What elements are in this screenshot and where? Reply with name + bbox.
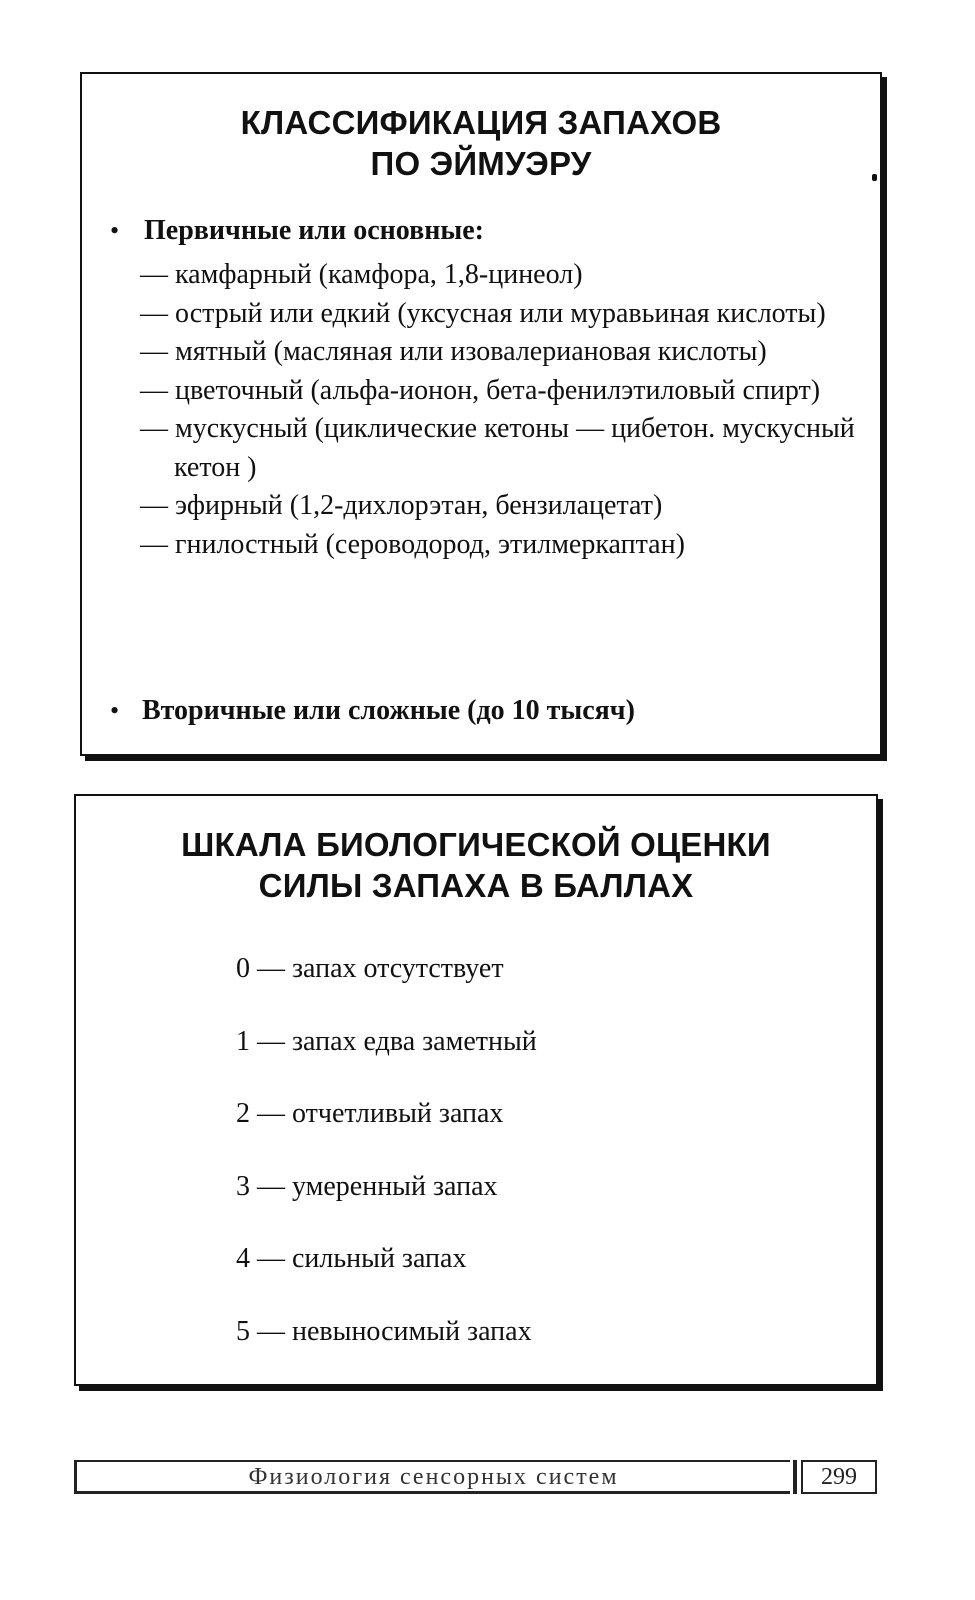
list-item: — мятный (масляная или изовалериановая кислоты)	[140, 336, 767, 367]
odor-scale-list	[236, 950, 537, 1385]
scale-item: 0 — запах отсутствует	[236, 953, 504, 984]
scale-title-line2: СИЛЫ ЗАПАХА В БАЛЛАХ	[258, 867, 694, 904]
list-item: — гнилостный (сероводород, этилмеркаптан)	[140, 528, 685, 560]
list-item: — острый или едкий (уксусная или муравьиная кислоты)	[140, 297, 826, 329]
scale-title-line1: ШКАЛА БИОЛОГИЧЕСКОЙ ОЦЕНКИ	[181, 826, 771, 863]
scale-item: 4 — сильный запах	[236, 1243, 467, 1274]
scale-title	[76, 824, 876, 906]
classification-title-line1: КЛАССИФИКАЦИЯ ЗАПАХОВ	[240, 104, 722, 141]
page-number: 299	[801, 1460, 877, 1494]
list-item: — мускусный (циклические кетоны — цибетон. мускусный кетон )	[140, 413, 855, 483]
scale-item: 3 — умеренный запах	[236, 1170, 498, 1202]
bullet-icon: •	[110, 216, 120, 245]
primary-heading: Первичные или основные:	[144, 215, 484, 246]
scale-item: 5 — невыносимый запах	[236, 1315, 532, 1347]
scale-item: 2 — отчетливый запах	[236, 1098, 504, 1129]
primary-odor-list	[140, 256, 860, 564]
odor-strength-scale-panel	[74, 794, 878, 1386]
classification-panel	[80, 72, 882, 756]
classification-title	[82, 102, 880, 184]
list-item: — камфарный (камфора, 1,8-цинеол)	[140, 259, 583, 290]
print-speck-icon	[872, 174, 877, 181]
running-footer: Физиология сенсорных систем	[74, 1460, 790, 1494]
footer-divider	[793, 1460, 797, 1494]
secondary-heading: Вторичные или сложные (до 10 тысяч)	[142, 695, 635, 726]
classification-title-line2: ПО ЭЙМУЭРУ	[370, 145, 592, 182]
list-item: — эфирный (1,2-дихлорэтан, бензилацетат)	[140, 490, 663, 521]
bullet-icon: •	[110, 696, 120, 725]
list-item: — цветочный (альфа-ионон, бета-фенилэтиловый спирт)	[140, 374, 821, 406]
scale-item: 1 — запах едва заметный	[236, 1025, 537, 1057]
